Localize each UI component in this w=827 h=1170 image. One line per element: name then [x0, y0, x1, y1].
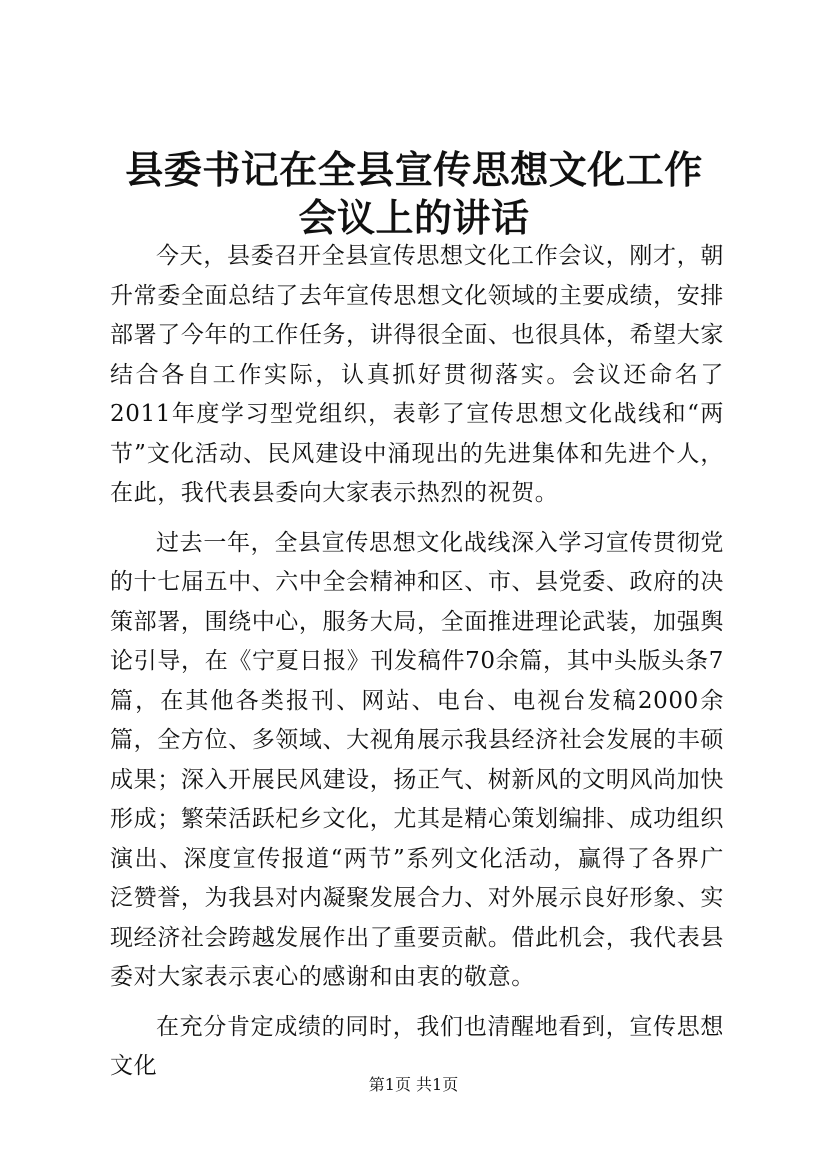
paragraph-2: 过去一年，全县宣传思想文化战线深入学习宣传贯彻党的十七届五中、六中全会精神和区、市、县党委、政府的决策部署，围绕中心，服务大局，全面推进理论武装，加强舆论引导，在《宁夏日报》刊发稿件70余篇，其中头版头条7篇，在其他各类报刊、网站、电台、电视台发稿2000余篇，全方位、多领域、大视角展示我县经济社会发展的丰硕成果；深入开展民风建设，扬正气、树新风的文明风尚加快形成；繁荣活跃杞乡文化，尤其是精心策划编排、成功组织演出、深度宣传报道“两节”系列文化活动，赢得了各界广泛赞誉，为我县对内凝聚发展合力、对外展示良好形象、实现经济社会跨越发展作出了重要贡献。借此机会，我代表县委对大家表示衷心的感谢和由衷的敬意。 [110, 529, 724, 990]
paragraph-1: 今天，县委召开全县宣传思想文化工作会议，刚才，朝升常委全面总结了去年宣传思想文化领域的主要成绩，安排部署了今年的工作任务，讲得很全面、也很具体，希望大家结合各自工作实际，认真抓好贯彻落实。会议还命名了2011年度学习型党组织，表彰了宣传思想文化战线和“两节”文化活动、民风建设中涌现出的先进集体和先进个人，在此，我代表县委向大家表示热烈的祝贺。 [110, 243, 724, 506]
paragraph-3: 在充分肯定成绩的同时，我们也清醒地看到，宣传思想文化 [110, 1013, 724, 1079]
document-title: 县委书记在全县宣传思想文化工作会议上的讲话 [125, 147, 703, 240]
page-number-footer: 第1页 共1页 [368, 1075, 459, 1094]
document-body [110, 237, 724, 1097]
